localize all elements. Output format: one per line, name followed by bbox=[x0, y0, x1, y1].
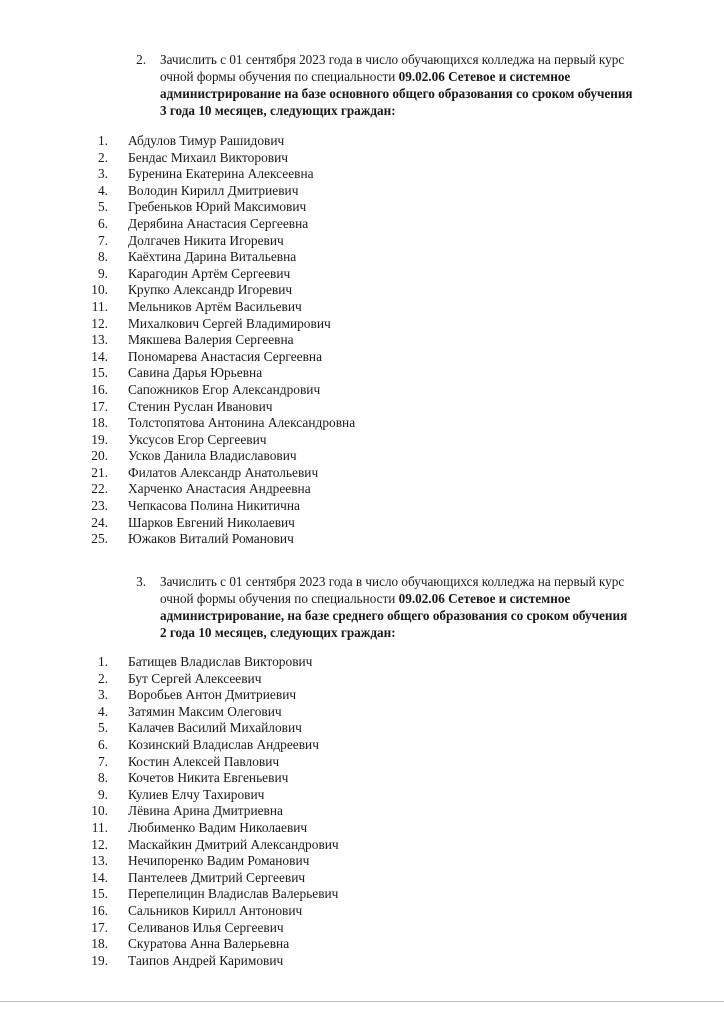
student-list-item bbox=[0, 332, 724, 349]
student-number: 15. bbox=[91, 365, 108, 381]
student-list-item bbox=[0, 953, 724, 970]
student-name: Володин Кирилл Дмитриевич bbox=[128, 182, 299, 198]
student-list-item bbox=[0, 465, 724, 482]
student-list-item bbox=[0, 837, 724, 854]
student-number: 7. bbox=[97, 753, 108, 769]
student-number: 15. bbox=[91, 886, 108, 902]
student-name: Буренина Екатерина Алексеевна bbox=[128, 166, 314, 182]
student-list-item bbox=[0, 266, 724, 283]
student-list-item bbox=[0, 365, 724, 382]
student-name: Стенин Руслан Иванович bbox=[128, 398, 273, 414]
clause-line-4: 2 года 10 месяцев, следующих граждан: bbox=[160, 625, 396, 640]
student-list-item bbox=[0, 687, 724, 704]
student-list-2 bbox=[0, 133, 724, 548]
student-name: Гребеньков Юрий Максимович bbox=[128, 199, 307, 215]
student-number: 17. bbox=[91, 398, 108, 414]
student-name: Калачев Василий Михайлович bbox=[128, 720, 302, 736]
clause-line-3: администрирование на базе основного общего образования со сроком обучения bbox=[160, 86, 633, 101]
student-number: 1. bbox=[97, 654, 108, 669]
student-number: 1. bbox=[97, 133, 108, 148]
student-number: 10. bbox=[91, 282, 108, 298]
student-list-item bbox=[0, 166, 724, 183]
student-list-item bbox=[0, 498, 724, 515]
student-number: 5. bbox=[97, 720, 108, 736]
student-list-item bbox=[0, 754, 724, 771]
student-list-item bbox=[0, 382, 724, 399]
student-number: 3. bbox=[97, 166, 108, 182]
student-name: Лёвина Арина Дмитриевна bbox=[128, 803, 283, 819]
student-number: 5. bbox=[97, 199, 108, 215]
student-number: 10. bbox=[91, 803, 108, 819]
student-number: 8. bbox=[97, 770, 108, 786]
student-name: Савина Дарья Юрьевна bbox=[128, 365, 263, 381]
student-number: 19. bbox=[91, 952, 108, 968]
student-list-item bbox=[0, 787, 724, 804]
student-number: 20. bbox=[91, 448, 108, 464]
clause-line-2 bbox=[160, 591, 570, 608]
student-list-item bbox=[0, 399, 724, 416]
student-list-item bbox=[0, 282, 724, 299]
student-name: Толстопятова Антонина Александровна bbox=[128, 415, 356, 431]
student-list-item bbox=[0, 299, 724, 316]
student-list-item bbox=[0, 249, 724, 266]
student-list-item bbox=[0, 820, 724, 837]
student-name: Кулиев Елчу Тахирович bbox=[128, 786, 265, 802]
student-list-item bbox=[0, 515, 724, 532]
student-list-item bbox=[0, 183, 724, 200]
student-list-item bbox=[0, 920, 724, 937]
student-name: Любименко Вадим Николаевич bbox=[128, 819, 308, 835]
student-name: Пономарева Анастасия Сергеевна bbox=[128, 348, 323, 364]
specialty-code: 09.02.06 Сетевое и системное bbox=[398, 69, 571, 84]
student-name: Сапожников Егор Александрович bbox=[128, 381, 321, 397]
student-number: 13. bbox=[91, 853, 108, 869]
student-name: Долгачев Никита Игоревич bbox=[128, 232, 284, 248]
student-name: Батищев Владислав Викторович bbox=[128, 654, 313, 669]
student-name: Костин Алексей Павлович bbox=[128, 753, 280, 769]
student-list-item bbox=[0, 133, 724, 150]
student-list-item bbox=[0, 886, 724, 903]
student-name: Маскайкин Дмитрий Александрович bbox=[128, 836, 339, 852]
student-number: 9. bbox=[97, 265, 108, 281]
student-number: 9. bbox=[97, 786, 108, 802]
student-number: 8. bbox=[97, 249, 108, 265]
student-list-item bbox=[0, 654, 724, 671]
student-number: 12. bbox=[91, 836, 108, 852]
student-name: Южаков Виталий Романович bbox=[128, 531, 294, 547]
student-name: Кочетов Никита Евгеньевич bbox=[128, 770, 289, 786]
clause-line-4: 3 года 10 месяцев, следующих граждан: bbox=[160, 103, 396, 118]
student-list-item bbox=[0, 448, 724, 465]
student-list-item bbox=[0, 870, 724, 887]
student-list-item bbox=[0, 150, 724, 167]
page-bottom-rule bbox=[0, 1001, 724, 1002]
clause-line-3: администрирование, на базе среднего общего образования со сроком обучения bbox=[160, 608, 628, 623]
student-number: 16. bbox=[91, 902, 108, 918]
student-number: 14. bbox=[91, 348, 108, 364]
student-name: Карагодин Артём Сергеевич bbox=[128, 265, 291, 281]
student-name: Абдулов Тимур Рашидович bbox=[128, 133, 285, 148]
student-list-item bbox=[0, 803, 724, 820]
student-list-item bbox=[0, 903, 724, 920]
student-list-item bbox=[0, 704, 724, 721]
student-name: Чепкасова Полина Никитична bbox=[128, 498, 300, 514]
student-name: Уксусов Егор Сергеевич bbox=[128, 431, 267, 447]
student-name: Сальников Кирилл Антонович bbox=[128, 902, 303, 918]
student-number: 17. bbox=[91, 919, 108, 935]
student-number: 12. bbox=[91, 315, 108, 331]
student-list-item bbox=[0, 216, 724, 233]
student-name: Нечипоренко Вадим Романович bbox=[128, 853, 310, 869]
student-name: Мельников Артём Васильевич bbox=[128, 298, 302, 314]
student-number: 18. bbox=[91, 936, 108, 952]
student-number: 19. bbox=[91, 431, 108, 447]
student-list-item bbox=[0, 853, 724, 870]
student-number: 22. bbox=[91, 481, 108, 497]
clause-line-1: Зачислить с 01 сентября 2023 года в число обучающихся колледжа на первый курс bbox=[160, 52, 625, 67]
student-number: 21. bbox=[91, 464, 108, 480]
clause-line-1: Зачислить с 01 сентября 2023 года в число обучающихся колледжа на первый курс bbox=[160, 574, 625, 589]
student-list-item bbox=[0, 737, 724, 754]
student-name: Каёхтина Дарина Витальевна bbox=[128, 249, 297, 265]
student-list-item bbox=[0, 481, 724, 498]
student-number: 2. bbox=[97, 149, 108, 165]
student-number: 2. bbox=[97, 670, 108, 686]
student-name: Усков Данила Владиславович bbox=[128, 448, 297, 464]
student-number: 6. bbox=[97, 215, 108, 231]
specialty-code: 09.02.06 Сетевое и системное bbox=[398, 591, 571, 606]
student-number: 23. bbox=[91, 498, 108, 514]
student-number: 16. bbox=[91, 381, 108, 397]
student-number: 11. bbox=[91, 298, 108, 314]
student-list-item bbox=[0, 720, 724, 737]
student-number: 11. bbox=[91, 819, 108, 835]
student-name: Пантелеев Дмитрий Сергеевич bbox=[128, 869, 306, 885]
clause-line-2-plain: очной формы обучения по специальности bbox=[160, 69, 399, 84]
student-list-item bbox=[0, 199, 724, 216]
clause-line-2 bbox=[160, 69, 570, 86]
student-name: Михалкович Сергей Владимирович bbox=[128, 315, 331, 331]
student-number: 14. bbox=[91, 869, 108, 885]
student-list-3 bbox=[0, 654, 724, 969]
clause-number: 2. bbox=[136, 52, 146, 67]
student-name: Шарков Евгений Николаевич bbox=[128, 514, 295, 530]
student-list-item bbox=[0, 349, 724, 366]
student-number: 6. bbox=[97, 736, 108, 752]
student-list-item bbox=[0, 671, 724, 688]
student-name: Перепелицин Владислав Валерьевич bbox=[128, 886, 339, 902]
clause-number: 3. bbox=[136, 574, 146, 589]
student-list-item bbox=[0, 770, 724, 787]
student-number: 4. bbox=[97, 182, 108, 198]
student-name: Филатов Александр Анатольевич bbox=[128, 464, 319, 480]
student-list-item bbox=[0, 233, 724, 250]
student-name: Таипов Андрей Каримович bbox=[128, 952, 284, 968]
student-name: Мякшева Валерия Сергеевна bbox=[128, 332, 294, 348]
student-name: Воробьев Антон Дмитриевич bbox=[128, 687, 297, 703]
student-list-item bbox=[0, 316, 724, 333]
student-list-item bbox=[0, 531, 724, 548]
student-number: 24. bbox=[91, 514, 108, 530]
student-name: Харченко Анастасия Андреевна bbox=[128, 481, 311, 497]
student-name: Скуратова Анна Валерьевна bbox=[128, 936, 290, 952]
student-name: Бут Сергей Алексеевич bbox=[128, 670, 262, 686]
student-name: Затямин Максим Олегович bbox=[128, 703, 282, 719]
student-number: 25. bbox=[91, 531, 108, 547]
student-name: Крупко Александр Игоревич bbox=[128, 282, 293, 298]
student-name: Селиванов Илья Сергеевич bbox=[128, 919, 284, 935]
student-name: Дерябина Анастасия Сергеевна bbox=[128, 215, 309, 231]
student-number: 3. bbox=[97, 687, 108, 703]
student-name: Бендас Михаил Викторович bbox=[128, 149, 288, 165]
student-number: 7. bbox=[97, 232, 108, 248]
student-name: Козинский Владислав Андреевич bbox=[128, 736, 319, 752]
student-number: 4. bbox=[97, 703, 108, 719]
student-list-item bbox=[0, 415, 724, 432]
student-list-item bbox=[0, 936, 724, 953]
student-list-item bbox=[0, 432, 724, 449]
clause-line-2-plain: очной формы обучения по специальности bbox=[160, 591, 399, 606]
student-number: 13. bbox=[91, 332, 108, 348]
student-number: 18. bbox=[91, 415, 108, 431]
